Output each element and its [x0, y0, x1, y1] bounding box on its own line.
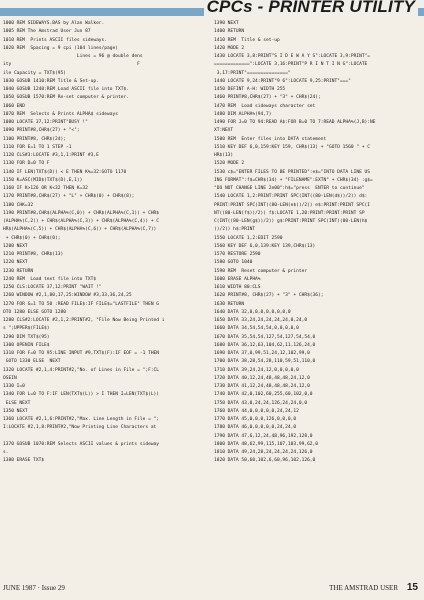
- listing-right-column: [214, 20, 421, 466]
- code-line: 1190 PRINT#8,CHR$(ALPHA%(C,0)) + CHR$(ALPHA%(C,1)) + CHR$: [3, 210, 160, 216]
- code-line: 1270 FOR G=1 TO 50 :READ FILE$:IF FILE$="LASTFILE" THEN G: [3, 301, 160, 307]
- code-line: 1080 LOCATE 37,12:PRINT"BUSY !": [3, 120, 88, 125]
- page-title: CPCs - PRINTER UTILITY: [204, 0, 418, 17]
- code-line: HR$(ALPHA%(C,5)) + CHR$(ALPHA%(C,6)) + CHR$(ALPHA%(C,7)): [3, 227, 157, 233]
- code-line: 1140 IF LEN(TXT$(D)) < E THEN K%=32:GOTO 1170: [3, 169, 127, 175]
- code-line: 1230 RETURN: [3, 268, 34, 274]
- code-line: 1550 LOCATE 1,2:EDIT 2590: [214, 235, 283, 241]
- code-line: 1380 ERASE TXT$: [3, 458, 45, 464]
- code-line: 1500 REM Enter files into DATA statement: [214, 136, 327, 142]
- code-line: 1740 DATA 42,0,102,60,255,60,102,0,0: [214, 392, 313, 398]
- code-line: 1450 DEFINT A-H: WIDTH 255: [214, 87, 286, 92]
- code-line: 1120 CLS#3:LOCATE #3,1,1:PRINT #3,E: [3, 153, 99, 158]
- footer-magazine: THE AMSTRAD USER: [329, 584, 398, 592]
- code-line: 1720 DATA 40,12,24,48,48,48,24,12,0: [214, 375, 310, 381]
- code-line: 1040 GOSUB 1240:REM Load ASCII file into TXT$.: [3, 87, 129, 92]
- code-line: s.: [3, 450, 9, 455]
- code-line: NT((80-LEN(f$))/2)) f$:LOCATE 1,20:PRINT:PRINT:PRINT SP: [214, 210, 365, 216]
- code-line: 1060 END: [3, 103, 25, 109]
- code-line: PRINT:PRINT SPC(INT((80-LEN(e$))/2)) e$:PRINT:PRINT SPC(I: [214, 202, 371, 208]
- code-line: 1650 DATA 33,24,24,24,24,24,0,24,0: [214, 318, 308, 323]
- code-line: 1180 CHK=32: [3, 202, 34, 208]
- code-line: 3,17:PRINT"===============": [214, 70, 291, 76]
- page-banner: [0, 0, 424, 17]
- footer-issue: JUNE 1987 · Issue 29: [3, 584, 65, 592]
- code-line: HR$(13): [214, 153, 234, 158]
- code-line: 1400 RETURN: [214, 29, 245, 35]
- code-line: 1520 MODE 2: [214, 161, 245, 167]
- code-line: 1280 CLS#2:LOCATE #2,1,2:PRINT#2, "File Now Being Printed i: [3, 318, 165, 323]
- code-line: 1480 DIM ALPHA%(94,7): [214, 111, 272, 117]
- code-line: 1490 FOR J=0 TO 94:READ A$:FOR B=0 TO 7:READ ALPHA%(J,B):NE: [214, 120, 376, 125]
- code-line: s ";UPPER$(FILE$): [3, 326, 50, 332]
- code-line: Lines = 96 @ double dens: [3, 54, 143, 59]
- code-line: 1150 K=ASC(MID$(TXT$(D),E,1)): [3, 177, 83, 183]
- code-line: 1820 DATA 50,60,102,6,60,96,102,126,0: [214, 458, 316, 464]
- code-line: =============":LOCATE 3,16:PRINT"P R I N T I N G":LOCATE: [214, 62, 368, 68]
- code-line: I:LOCATE #2,1,8:PRINT#2,"Now Printing Line Characters at: [3, 425, 157, 431]
- code-line: + CHR$(0) + CHR$(0);: [3, 235, 61, 241]
- code-line: 1090 PRINT#8,CHR$(27) + "<";: [3, 128, 80, 134]
- code-line: 1510 KEY DEF 6,0,159:KEY 159, CHR$(13) + "GOTO 1560 " + C: [214, 144, 371, 150]
- code-line: 1100 PRINT#8, CHR$(24);: [3, 136, 66, 142]
- code-line: "DO NOT CHANGE LINE 2e00":h$="press ENTER to continue": [214, 186, 365, 191]
- code-line: 1290 DIM TXT$(95): [3, 334, 50, 340]
- code-line: 1600 ERASE ALPHA%: [214, 276, 261, 282]
- code-line: 1050 GOSUB 1570:REM Re-set computer & printer.: [3, 95, 129, 101]
- listing-left-column: [3, 20, 212, 466]
- code-line: GOTO 1330 ELSE NEXT: [3, 359, 61, 365]
- code-line: 1530 c$="ENTER FILES TO BE PRINTED":e$="INTO DATA LINE US: [214, 169, 371, 175]
- code-line: 1680 DATA 36,12,63,104,62,11,126,24,0: [214, 342, 316, 348]
- code-line: C(INT((80-LEN(g$))/2)) g$:PRINT:PRINT SPC(INT((80-LEN(h$: [214, 219, 368, 224]
- code-line: 1640 DATA 32,0,0,0,0,0,0,0,0: [214, 309, 291, 315]
- code-line: ELSE NEXT: [3, 400, 31, 406]
- code-line: 1160 IF K>126 OR K<32 THEN K=32: [3, 186, 88, 191]
- code-line: 1410 REM Title & set-up: [214, 37, 280, 43]
- code-line: 1800 DATA 48,62,99,115,107,103,99,62,0: [214, 441, 319, 447]
- code-line: 1130 FOR D=0 TO F: [3, 161, 50, 167]
- code-line: 1570 RESTORE 2590: [214, 252, 261, 257]
- code-line: 1070 REM Selects & Prints ALPHA$ sideways: [3, 111, 118, 117]
- code-line: 1430 LOCATE 3,8:PRINT"S I D E W A Y S":LOCATE 3,9:PRINT"=: [214, 54, 371, 59]
- code-line: 1470 REM Load sideways character set: [214, 103, 316, 109]
- code-line: 1030 GOSUB 1410:REM Title & Set-up.: [3, 78, 99, 84]
- code-line: 1240 REM Load text file into TXT$: [3, 276, 97, 282]
- code-line: 1330 I=0: [3, 384, 25, 389]
- code-line: 1020 REM Spacing = 9 cpi (104 lines/page): [3, 45, 118, 51]
- code-line: 1390 NEXT: [214, 21, 239, 26]
- code-line: 1660 DATA 34,54,54,54,0,0,0,0,0: [214, 326, 299, 332]
- page-footer: [0, 582, 424, 596]
- code-line: ))/2)) h$:PRINT: [214, 227, 256, 233]
- code-line: 1250 CLS:LOCATE 37,12:PRINT "WAIT !": [3, 285, 102, 290]
- code-line: 1710 DATA 39,24,24,12,0,0,0,0,0: [214, 367, 299, 373]
- page-number: 15: [406, 582, 418, 593]
- code-line: XT:NEXT: [214, 128, 234, 134]
- code-line: 1320 LOCATE #2,1,4:PRINT#2,"No. of Lines in File = ";F:CL: [3, 367, 160, 373]
- code-line: 1670 DATA 35,54,54,127,54,127,54,54,0: [214, 334, 316, 340]
- code-line: 1440 LOCATE 9,24:PRINT"9 6":LOCATE 9,25:PRINT"===": [214, 78, 351, 84]
- code-line: 1730 DATA 41,12,24,48,48,48,24,12,0: [214, 384, 310, 389]
- code-line: 1110 FOR E=1 TO 1 STEP -1: [3, 144, 72, 150]
- code-line: 1340 FOR L=0 TO F:IF LEN(TXT$(L)) > I THEN I=LEN(TXT$(L)): [3, 392, 160, 398]
- code-line: 1750 DATA 43,0,24,24,126,24,24,0,0: [214, 400, 308, 406]
- code-line: 1790 DATA 47,6,12,24,48,96,192,128,0: [214, 433, 313, 439]
- code-line: 1810 DATA 49,24,28,24,24,24,24,126,0: [214, 450, 313, 455]
- code-line: 1690 DATA 37,0,99,51,24,12,102,99,0: [214, 351, 310, 356]
- code-line: 1580 GOTO 1040: [214, 260, 253, 266]
- code-line: 1200 NEXT: [3, 243, 28, 249]
- code-line: 1010 REM Prints ASCII files sideways.: [3, 37, 108, 43]
- code-line: ity F: [3, 62, 140, 68]
- code-line: 1210 PRINT#8, CHR$(13): [3, 252, 64, 257]
- code-line: 1170 PRINT#8,CHR$(27) + "L" + CHR$(0) + CHR$(8);: [3, 194, 135, 200]
- code-line: 1610 WIDTH 80:CLS: [214, 285, 261, 290]
- code-line: 1310 FOR F=0 TO 95:LINE INPUT #9,TXT$(F):IF EOF = -1 THEN: [3, 351, 160, 356]
- code-line: ile Capacity = TXT$(95): [3, 70, 66, 76]
- code-line: 1420 MODE 2: [214, 45, 245, 51]
- code-line: OTO 1280 ELSE GOTO 1280: [3, 309, 66, 315]
- code-line: OSEIN: [3, 375, 17, 381]
- code-line: 1360 LOCATE #2,1,6:PRINT#2,"Max. Line Length in File = ";: [3, 417, 160, 422]
- code-line: 1000 REM SIDEWAYS.BAS by Alan Walker.: [3, 21, 105, 26]
- code-line: 1760 DATA 44,0,0,0,0,0,24,24,12: [214, 408, 299, 414]
- code-line: 1220 NEXT: [3, 260, 28, 266]
- code-line: 1260 WINDOW #2,1,80,17,25:WINDOW #3,33,36,24,25: [3, 293, 132, 299]
- code-line: 1350 NEXT: [3, 408, 28, 414]
- code-line: 1780 DATA 46,0,0,0,0,0,24,24,0: [214, 425, 297, 431]
- code-line: 1560 KEY DEF 6,0,139:KEY 139,CHR$(13): [214, 243, 316, 249]
- code-line: (ALPHA%(C,2)) + CHR$(ALPHA%(C,3)) + CHR$(ALPHA%(C,4)) + C: [3, 219, 160, 224]
- code-line: 1630 RETURN: [214, 301, 245, 307]
- code-line: 1300 OPENIN FILE$: [3, 342, 50, 348]
- code-line: 1620 PRINT#8, CHR$(27) + "3" + CHR$(36);: [214, 293, 324, 299]
- code-line: 1590 REM Reset computer & printer: [214, 268, 308, 274]
- code-line: 1370 GOSUB 1070:REM Selects ASCII values & prints sideway: [3, 441, 160, 447]
- code-line: 1005 REM The Amstrad User Jun 87: [3, 29, 91, 35]
- code-line: 1700 DATA 38,28,54,28,110,59,51,110,0: [214, 359, 316, 365]
- code-line: 1540 LOCATE 1,2:PRINT:PRINT SPC(INT((80-LEN(d$))/2)) d$:: [214, 194, 368, 200]
- code-line: 1460 PRINT#8,CHR$(27) + "3" + CHR$(24);: [214, 95, 321, 101]
- code-line: 1770 DATA 45,0,0,0,126,0,0,0,0: [214, 417, 297, 422]
- code-line: ING FORMAT":f$=CHR$(34) + "FILENAME":EXTN" + CHR$(34) :g$=: [214, 177, 373, 183]
- code-line: [3, 433, 212, 441]
